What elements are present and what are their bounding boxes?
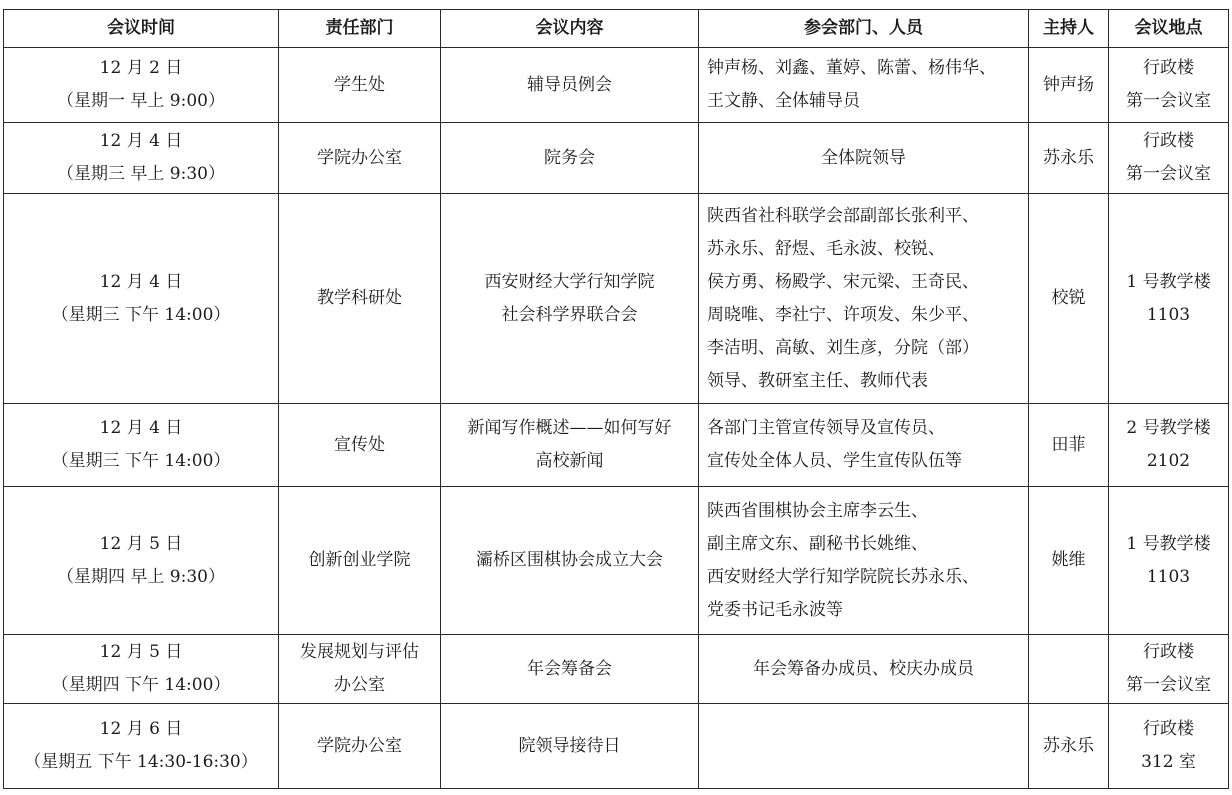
department-line: 学院办公室 [317,147,402,168]
time-line: 12 月 6 日 [99,719,183,739]
attendees-cell [699,48,1029,123]
content-cell [441,635,699,704]
content-line: 高校新闻 [535,451,604,471]
attendees-line: 年会筹备办成员、校庆办成员 [753,658,974,679]
time-cell [4,635,279,704]
host-text: 苏永乐 [1043,147,1094,168]
content-cell [441,194,699,404]
header-department: 责任部门 [279,10,441,48]
location-line: 第一会议室 [1126,91,1211,111]
location-line: 1103 [1146,304,1191,325]
table-header-row [4,10,1229,48]
attendees-cell [699,704,1029,789]
content-cell [441,123,699,194]
department-cell [279,704,441,789]
meeting-table [3,9,1229,789]
host-text: 苏永乐 [1043,735,1094,756]
location-line: 1103 [1146,566,1191,587]
time-line: （星期五 下午 14:30-16:30） [24,752,258,772]
host-cell [1029,194,1109,404]
location-line: 第一会议室 [1126,164,1211,184]
host-text: 田菲 [1051,434,1086,455]
attendees-line: 王文静、全体辅导员 [707,91,860,111]
location-line: 行政楼 [1143,642,1194,662]
attendees-line: 陕西省围棋协会主席李云生、 [707,500,928,521]
content-line: 灞桥区围棋协会成立大会 [476,550,663,570]
content-cell [441,487,699,635]
time-cell [4,404,279,487]
time-line: 12 月 4 日 [99,131,183,151]
meeting-schedule [3,9,1229,789]
host-cell [1029,48,1109,123]
location-line: 行政楼 [1143,58,1194,78]
location-cell [1109,487,1229,635]
location-cell [1109,635,1229,704]
table-row [4,123,1229,194]
header-time: 会议时间 [4,10,279,48]
header-host: 主持人 [1029,10,1109,48]
header-content: 会议内容 [441,10,699,48]
attendees-line: 侯方勇、杨殿学、宋元梁、王奇民、 [707,271,979,292]
table-row [4,704,1229,789]
time-line: （星期三 下午 14:00） [51,451,231,471]
time-cell [4,194,279,404]
department-cell [279,194,441,404]
department-line: 办公室 [334,675,385,695]
time-line: （星期三 早上 9:30） [57,164,225,184]
attendees-line: 各部门主管宣传领导及宣传员、 [707,418,945,438]
content-line: 院领导接待日 [518,735,621,756]
time-line: （星期四 下午 14:00） [51,675,231,695]
content-cell [441,404,699,487]
table-row [4,404,1229,487]
attendees-cell [699,487,1029,635]
attendees-line: 宣传处全体人员、学生宣传队伍等 [707,451,962,471]
location-cell [1109,404,1229,487]
attendees-line: 全体院领导 [821,147,906,168]
time-line: 12 月 5 日 [99,642,183,662]
table-row [4,487,1229,635]
content-cell [441,48,699,123]
attendees-line: 周晓唯、李社宁、许项发、朱少平、 [707,304,979,325]
content-line: 西安财经大学行知学院 [484,271,655,292]
table-row [4,48,1229,123]
attendees-line: 钟声杨、刘鑫、董婷、陈蕾、杨伟华、 [707,58,996,78]
host-cell [1029,487,1109,635]
host-text: 校锐 [1051,288,1086,308]
department-cell [279,635,441,704]
location-line: 1 号教学楼 [1126,271,1211,292]
attendees-line: 李洁明、高敏、刘生彦，分院（部） [707,337,979,358]
location-line: 第一会议室 [1126,675,1211,695]
attendees-line: 陕西省社科联学会部副部长张利平、 [707,205,979,226]
time-line: 12 月 4 日 [99,418,183,438]
department-cell [279,487,441,635]
attendees-cell [699,123,1029,194]
time-line: 12 月 5 日 [99,533,183,554]
content-line: 院务会 [544,147,595,168]
time-line: 12 月 4 日 [99,271,183,292]
host-text: 姚维 [1051,550,1086,570]
location-line: 行政楼 [1143,131,1194,151]
location-cell [1109,123,1229,194]
table-row [4,194,1229,404]
content-line: 新闻写作概述——如何写好 [467,418,672,438]
time-cell [4,704,279,789]
location-cell [1109,704,1229,789]
content-line: 社会科学界联合会 [501,304,638,325]
attendees-cell [699,404,1029,487]
time-line: （星期一 早上 9:00） [57,91,225,111]
location-line: 312 室 [1141,752,1196,772]
location-cell [1109,48,1229,123]
department-cell [279,48,441,123]
time-cell [4,48,279,123]
location-line: 2102 [1146,451,1191,471]
attendees-cell [699,194,1029,404]
department-line: 宣传处 [334,434,385,455]
attendees-line: 副主席文东、副秘书长姚维、 [707,533,928,554]
attendees-line: 苏永乐、舒煜、毛永波、校锐、 [707,238,945,259]
department-cell [279,123,441,194]
department-line: 学生处 [334,74,385,95]
host-cell [1029,635,1109,704]
attendees-line: 党委书记毛永波等 [707,599,843,620]
header-attendees: 参会部门、人员 [699,10,1029,48]
time-cell [4,123,279,194]
table-row [4,635,1229,704]
department-cell [279,404,441,487]
location-cell [1109,194,1229,404]
attendees-line: 领导、教研室主任、教师代表 [707,370,928,391]
host-cell [1029,704,1109,789]
host-text: 钟声扬 [1043,74,1094,95]
department-line: 学院办公室 [317,735,402,756]
department-line: 创新创业学院 [308,550,411,570]
attendees-line: 西安财经大学行知学院院长苏永乐、 [707,566,979,587]
host-cell [1029,123,1109,194]
host-cell [1029,404,1109,487]
time-cell [4,487,279,635]
attendees-cell [699,635,1029,704]
time-line: （星期四 早上 9:30） [57,566,225,587]
header-location: 会议地点 [1109,10,1229,48]
location-line: 1 号教学楼 [1126,533,1211,554]
content-line: 年会筹备会 [527,658,612,679]
time-line: 12 月 2 日 [99,58,183,78]
location-line: 行政楼 [1143,719,1194,739]
content-cell [441,704,699,789]
department-line: 教学科研处 [317,288,402,308]
content-line: 辅导员例会 [527,74,612,95]
location-line: 2 号教学楼 [1126,418,1211,438]
department-line: 发展规划与评估 [300,642,419,662]
time-line: （星期三 下午 14:00） [51,304,231,325]
